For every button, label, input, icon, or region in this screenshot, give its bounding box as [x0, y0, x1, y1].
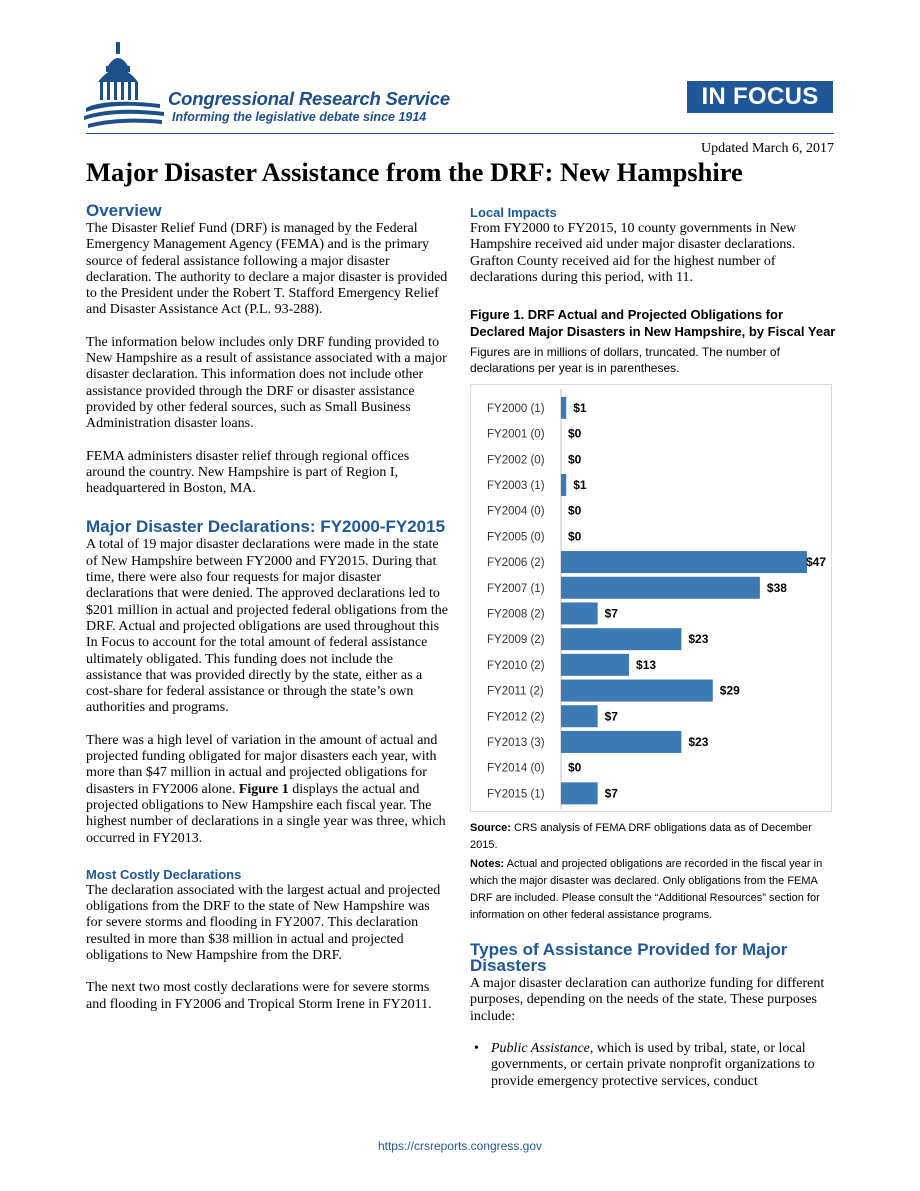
footer-url[interactable]: https://crsreports.congress.gov	[377, 1139, 543, 1153]
bar-value-label: $1	[573, 401, 587, 416]
most-costly-paragraph-2: The next two most costly declarations were for severe storms and flooding in FY2006 and Tropical Storm Irene in FY2011.	[86, 980, 432, 1012]
category-label: FY2004 (0)	[487, 505, 545, 518]
types-paragraph: A major disaster declaration can authorize funding for different purposes, depending on the needs of the state. These purposes include:	[470, 976, 825, 1024]
local-impacts-paragraph: From FY2000 to FY2015, 10 county governments in New Hampshire received aid under major disaster declarations. Grafton County received aid for the highest number of declarations during this period, with 11.	[470, 221, 797, 285]
category-label: FY2005 (0)	[487, 531, 545, 544]
category-label: FY2001 (0)	[487, 428, 545, 441]
bar-value-label: $7	[604, 786, 618, 801]
bar	[561, 705, 598, 727]
bar-value-label: $0	[568, 426, 582, 441]
bar	[561, 551, 807, 573]
header-divider	[86, 133, 834, 134]
category-label: FY2003 (1)	[487, 480, 545, 493]
figure-notes: Notes: Actual and projected obligations are recorded in the fiscal year in which the major disaster was declared. Only obligations from the FEMA DRF are included. Please consult the “Additional Resources” section for information on other federal assistance programs.	[470, 858, 823, 922]
declarations-paragraph-2: There was a high level of variation in the amount of actual and projected funding obligated for major disasters each year, with more than $47 million in actual and projected obligations for disasters in FY2006 alone. Figure 1 displays the actual and projected obligations to New Hampshire each fiscal year. The highest number of declarations in a single year was three, which occurred in FY2013.	[86, 732, 446, 846]
figure-title: Figure 1. DRF Actual and Projected Obligations for Declared Major Disasters in New Hampshire, by Fiscal Year	[470, 307, 836, 340]
category-label: FY2007 (1)	[487, 582, 545, 595]
bar-value-label: $23	[688, 632, 709, 647]
most-costly-heading: Most Costly Declarations	[86, 866, 242, 882]
org-tagline: Informing the legislative debate since 1914	[172, 110, 427, 124]
public-assistance-term: Public Assistance	[491, 1041, 590, 1057]
bar-value-label: $1	[573, 478, 587, 493]
obligations-chart	[470, 384, 832, 812]
types-of-assistance-heading: Types of Assistance Provided for Major Disasters	[470, 940, 788, 976]
org-name: Congressional Research Service	[168, 88, 450, 109]
bar-value-label: $7	[604, 606, 618, 621]
bar	[561, 397, 566, 419]
bar	[561, 474, 566, 496]
category-label: FY2006 (2)	[487, 557, 545, 570]
left-column	[86, 203, 448, 1029]
category-label: FY2010 (2)	[487, 660, 545, 673]
bar	[561, 628, 681, 650]
overview-paragraph-2: The information below includes only DRF funding provided to New Hampshire as a result of assistance associated with a major disaster declaration. This information does not include other assistance provided through the DRF or disaster assistance provided by other federal sources, such as Small Business Administration disaster loans.	[86, 334, 447, 432]
category-label: FY2011 (2)	[487, 685, 544, 698]
bar-value-label: $7	[604, 709, 618, 724]
bar-value-label: $0	[568, 452, 582, 467]
bar-value-label: $0	[568, 529, 582, 544]
category-label: FY2008 (2)	[487, 608, 545, 621]
bar-value-label: $29	[719, 683, 740, 698]
bar	[561, 654, 629, 676]
bar	[561, 577, 760, 599]
bar-value-label: $47	[806, 555, 827, 570]
bar-value-label: $0	[568, 503, 582, 518]
bullet-icon: •	[474, 1041, 479, 1057]
right-column	[470, 205, 836, 1090]
category-label: FY2000 (1)	[487, 403, 545, 416]
declarations-paragraph-1: A total of 19 major disaster declarations were made in the state of New Hampshire between FY2000 and FY2015. During that time, there were also four requests for major disaster declarations that were denied. The approved declarations led to $201 million in actual and projected federal obligations from the DRF. Actual and projected obligations are used throughout this In Focus to account for the total amount of federal assistance ultimately obligated. This funding does not include the assistance that was provided directly by the state, either as a cost-share for federal assistance or through the state’s own authorities and programs.	[86, 537, 448, 716]
bar	[561, 603, 598, 625]
in-focus-badge: IN FOCUS	[687, 81, 833, 113]
page-title: Major Disaster Assistance from the DRF: New Hampshire	[86, 157, 743, 187]
declarations-heading: Major Disaster Declarations: FY2000-FY2015	[86, 517, 446, 537]
bar-value-label: $13	[636, 658, 657, 673]
obligations-bar-chart	[471, 385, 833, 813]
bar	[561, 680, 713, 702]
bar-value-label: $23	[688, 735, 709, 750]
bar-value-label: $0	[568, 760, 582, 775]
bar-value-label: $38	[766, 580, 787, 595]
category-label: FY2015 (1)	[487, 788, 545, 801]
bar	[561, 731, 681, 753]
category-label: FY2014 (0)	[487, 762, 545, 775]
category-label: FY2012 (2)	[487, 711, 545, 724]
category-label: FY2002 (0)	[487, 454, 545, 467]
public-assistance-bullet: • Public Assistance, which is used by tribal, state, or local governments, or certain private nonprofit organizations to provide emergency protective services, conduct	[474, 1041, 815, 1089]
category-label: FY2009 (2)	[487, 634, 545, 647]
most-costly-paragraph-1: The declaration associated with the largest actual and projected obligations from the DRF to the state of New Hampshire was for severe storms and flooding in FY2007. This declaration resulted in more than $38 million in actual and projected obligations to New Hampshire from the DRF.	[86, 882, 441, 963]
category-label: FY2013 (3)	[487, 737, 545, 750]
bar	[561, 783, 598, 805]
figure-source: Source: CRS analysis of FEMA DRF obligations data as of December 2015.	[470, 822, 812, 852]
overview-paragraph-3: FEMA administers disaster relief through regional offices around the country. New Hampshire is part of Region I, headquartered in Boston, MA.	[86, 448, 410, 497]
figure-subtitle: Figures are in millions of dollars, truncated. The number of declarations per year is in parentheses.	[470, 345, 780, 376]
updated-date: Updated March 6, 2017	[701, 141, 834, 156]
overview-heading: Overview	[86, 201, 162, 220]
local-impacts-heading: Local Impacts	[470, 205, 557, 220]
figure-1-reference: Figure 1	[238, 781, 289, 797]
overview-paragraph-1: The Disaster Relief Fund (DRF) is managed by the Federal Emergency Management Agency (FEMA) and is the primary source of federal assistance following a major disaster declaration. The authority to declare a major disaster is provided to the President under the Robert T. Stafford Emergency Relief and Disaster Assistance Act (P.L. 93-288).	[86, 221, 448, 318]
